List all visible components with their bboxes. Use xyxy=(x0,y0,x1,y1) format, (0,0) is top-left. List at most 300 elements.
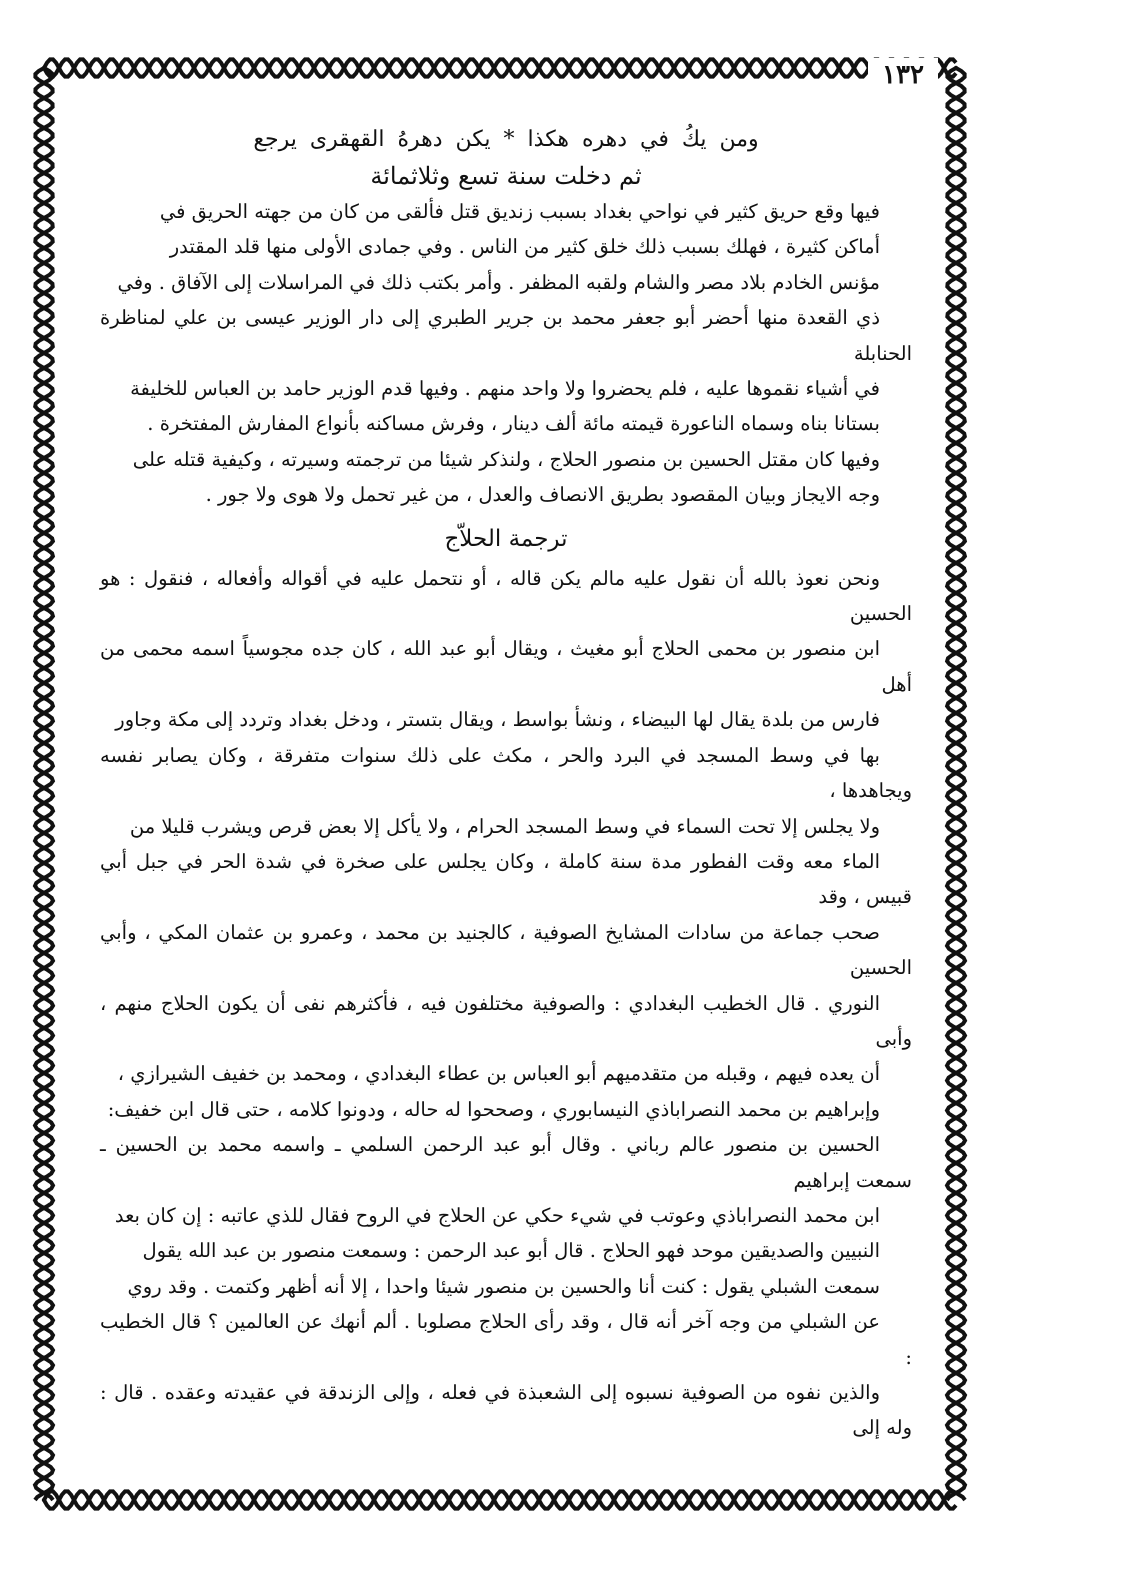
text-line: ابن منصور بن محمى الحلاج أبو مغيث ، ويقال أبو عبد الله ، كان جده مجوسياً اسمه محمى من أهل xyxy=(100,637,912,696)
braid-knot xyxy=(42,246,46,250)
braid-knot xyxy=(42,66,46,70)
braid-knot xyxy=(42,606,46,610)
braid-knot xyxy=(954,561,958,565)
braid-knot xyxy=(42,1498,46,1502)
braid-knot xyxy=(492,1498,496,1502)
braid-knot xyxy=(387,66,391,70)
braid-knot xyxy=(807,1498,811,1502)
braid-knot xyxy=(42,546,46,550)
braid-knot xyxy=(954,1341,958,1345)
braid-knot xyxy=(954,741,958,745)
braid-knot xyxy=(42,1101,46,1105)
year-heading: ثم دخلت سنة تسع وثلاثمائة xyxy=(370,162,642,190)
braid-knot xyxy=(42,1491,46,1495)
braid-knot xyxy=(954,396,958,400)
text-line: في أشياء نقموها عليه ، فلم يحضروا ولا واحد منهم . وفيها قدم الوزير حامد بن العباس للخليفة xyxy=(130,377,880,401)
braid-knot xyxy=(954,771,958,775)
paragraph-biography xyxy=(100,561,912,1446)
braid-knot xyxy=(42,981,46,985)
braid-knot xyxy=(507,66,511,70)
braid-knot xyxy=(42,231,46,235)
braid-knot xyxy=(432,1498,436,1502)
braid-knot xyxy=(954,276,958,280)
braid-knot xyxy=(162,66,166,70)
braid-knot xyxy=(942,66,946,70)
braid-knot xyxy=(597,1498,601,1502)
braid-knot xyxy=(954,861,958,865)
braid-knot xyxy=(462,1498,466,1502)
text-line: ولا يجلس إلا تحت السماء في وسط المسجد الحرام ، ولا يأكل إلا بعض قرص ويشرب قليلا من xyxy=(129,814,880,838)
text-line: وجه الايجاز وبيان المقصود بطريق الانصاف والعدل ، من غير تحمل ولا هوى ولا جور . xyxy=(205,483,880,507)
text-line: وإبراهيم بن محمد النصراباذي النيسابوري ، وصححوا له حاله ، ودونوا كلامه ، حتى قال ابن خفيف: xyxy=(107,1097,880,1121)
text-line: النوري . قال الخطيب البغدادي : والصوفية مختلفون فيه ، فأكثرهم نفى أن يكون الحلاج منهم ، وأبى xyxy=(100,991,912,1050)
braid-knot xyxy=(42,531,46,535)
braid-knot xyxy=(537,66,541,70)
page-number: ١٣٢ xyxy=(868,58,938,92)
text-line: ذي القعدة منها أحضر أبو جعفر محمد بن جرير الطبري إلى دار الوزير عيسى بن علي لمناظرة الحنابلة xyxy=(100,306,912,365)
braid-knot xyxy=(42,666,46,670)
braid-knot xyxy=(552,66,556,70)
braid-knot xyxy=(954,201,958,205)
braid-knot xyxy=(132,66,136,70)
braid-knot xyxy=(954,291,958,295)
text-line: ابن محمد النصراباذي وعوتب في شيء حكي عن الحلاج في الروح فقال للذي عاتبه : إن كان بعد xyxy=(114,1203,880,1227)
braid-knot xyxy=(954,1236,958,1240)
text-line: أن يعده فيهم ، وقبله من متقدميهم أبو العباس بن عطاء البغدادي ، ومحمد بن خفيف الشيرازي ، xyxy=(117,1062,880,1086)
braid-knot xyxy=(717,66,721,70)
braid-knot xyxy=(42,1191,46,1195)
braid-knot xyxy=(954,351,958,355)
braid-knot xyxy=(87,1498,91,1502)
braid-knot xyxy=(954,96,958,100)
braid-knot xyxy=(954,1296,958,1300)
braid-knot xyxy=(42,936,46,940)
braid-knot xyxy=(102,66,106,70)
braid-knot xyxy=(954,471,958,475)
braid-knot xyxy=(477,66,481,70)
braid-knot xyxy=(372,1498,376,1502)
text-line: عن الشبلي من وجه آخر أنه قال ، وقد رأى الحلاج مصلوبا . ألم أنهك عن العالمين ؟ قال الخطيب : xyxy=(100,1310,912,1369)
braid-knot xyxy=(42,1371,46,1375)
braid-knot xyxy=(627,66,631,70)
braid-knot xyxy=(954,1266,958,1270)
braid-knot xyxy=(42,411,46,415)
page-body xyxy=(100,122,912,1446)
braid-knot xyxy=(192,1498,196,1502)
braid-knot xyxy=(852,66,856,70)
text-line: وفيها كان مقتل الحسين بن منصور الحلاج ، ولنذكر شيئا من ترجمته وسيرته ، وكيفية قتله على xyxy=(132,447,880,471)
braid-knot xyxy=(954,1041,958,1045)
braid-knot xyxy=(42,996,46,1000)
braid-knot xyxy=(237,1498,241,1502)
braid-knot xyxy=(954,1011,958,1015)
braid-knot xyxy=(672,1498,676,1502)
braid-knot xyxy=(954,1146,958,1150)
braid-knot xyxy=(822,66,826,70)
braid-knot xyxy=(747,1498,751,1502)
braid-knot xyxy=(432,66,436,70)
text-line: والذين نفوه من الصوفية نسبوه إلى الشعبذة في فعله ، وإلى الزندقة في عقيدته وعقده . قال : وله إلى xyxy=(100,1381,912,1440)
braid-knot xyxy=(897,1498,901,1502)
braid-knot xyxy=(612,1498,616,1502)
braid-knot xyxy=(102,1498,106,1502)
braid-knot xyxy=(954,531,958,535)
braid-knot xyxy=(207,1498,211,1502)
braid-knot xyxy=(177,1498,181,1502)
braid-knot xyxy=(954,906,958,910)
braid-knot xyxy=(954,66,958,70)
braid-knot xyxy=(954,966,958,970)
braid-knot xyxy=(597,66,601,70)
braid-knot xyxy=(42,1176,46,1180)
braid-knot xyxy=(792,66,796,70)
braid-knot xyxy=(954,681,958,685)
braid-knot xyxy=(954,606,958,610)
braid-knot xyxy=(954,1476,958,1480)
braid-knot xyxy=(954,441,958,445)
braid-knot xyxy=(954,1101,958,1105)
braid-knot xyxy=(42,696,46,700)
braid-knot xyxy=(954,801,958,805)
braid-knot xyxy=(954,831,958,835)
braid-knot xyxy=(954,951,958,955)
braid-knot xyxy=(954,1281,958,1285)
braid-knot xyxy=(954,651,958,655)
braid-knot xyxy=(672,66,676,70)
braid-knot xyxy=(42,261,46,265)
braid-knot xyxy=(42,1401,46,1405)
braid-knot xyxy=(777,66,781,70)
braid-knot xyxy=(42,96,46,100)
braid-knot xyxy=(42,1221,46,1225)
braid-knot xyxy=(42,1026,46,1030)
braid-knot xyxy=(954,141,958,145)
braid-knot xyxy=(42,561,46,565)
braid-knot xyxy=(954,1416,958,1420)
braid-knot xyxy=(42,141,46,145)
braid-knot xyxy=(42,441,46,445)
braid-knot xyxy=(954,171,958,175)
text-line: مؤنس الخادم بلاد مصر والشام ولقبه المظفر . وأمر بكتب ذلك في المراسلات إلى الآفاق . وفي xyxy=(117,270,880,294)
braid-knot xyxy=(954,636,958,640)
braid-knot xyxy=(954,336,958,340)
braid-knot xyxy=(717,1498,721,1502)
braid-knot xyxy=(954,1131,958,1135)
braid-knot xyxy=(42,1146,46,1150)
braid-knot xyxy=(954,1311,958,1315)
braid-knot xyxy=(642,66,646,70)
braid-knot xyxy=(42,1236,46,1240)
braid-knot xyxy=(954,1026,958,1030)
braid-knot xyxy=(954,621,958,625)
braid-knot xyxy=(42,1296,46,1300)
braid-knot xyxy=(42,1341,46,1345)
braid-knot xyxy=(837,66,841,70)
braid-knot xyxy=(192,66,196,70)
braid-knot xyxy=(954,876,958,880)
braid-knot xyxy=(57,66,61,70)
braid-knot xyxy=(42,1056,46,1060)
braid-knot xyxy=(732,1498,736,1502)
braid-knot xyxy=(822,1498,826,1502)
braid-knot xyxy=(954,516,958,520)
braid-knot xyxy=(954,996,958,1000)
text-line: فارس من بلدة يقال لها البيضاء ، ونشأ بواسط ، ويقال بتستر ، ودخل بغداد وتردد إلى مكة وجاور xyxy=(115,708,880,732)
braid-knot xyxy=(312,1498,316,1502)
braid-knot xyxy=(297,1498,301,1502)
braid-knot xyxy=(42,396,46,400)
braid-knot xyxy=(747,66,751,70)
braid-knot xyxy=(42,216,46,220)
text-line: صحب جماعة من سادات المشايخ الصوفية ، كالجنيد بن محمد ، وعمرو بن عثمان المكي ، وأبي الحسين xyxy=(100,920,912,980)
braid-knot xyxy=(522,66,526,70)
braid-knot xyxy=(954,1221,958,1225)
braid-knot xyxy=(42,156,46,160)
braid-knot xyxy=(954,381,958,385)
braid-knot xyxy=(342,1498,346,1502)
braid-knot xyxy=(222,1498,226,1502)
braid-knot xyxy=(42,171,46,175)
braid-knot xyxy=(954,981,958,985)
braid-knot xyxy=(42,891,46,895)
braid-knot xyxy=(954,756,958,760)
text-line: ونحن نعوذ بالله أن نقول عليه مالم يكن قاله ، أو نتحمل عليه في أقواله وأفعاله ، فنقول : هو الحسين xyxy=(100,566,912,626)
braid-knot xyxy=(954,666,958,670)
braid-knot xyxy=(297,66,301,70)
braid-knot xyxy=(954,576,958,580)
braid-knot xyxy=(42,1116,46,1120)
braid-knot xyxy=(42,906,46,910)
braid-knot xyxy=(642,1498,646,1502)
braid-knot xyxy=(42,381,46,385)
braid-knot xyxy=(342,66,346,70)
braid-knot xyxy=(42,801,46,805)
braid-knot xyxy=(954,411,958,415)
braid-knot xyxy=(42,786,46,790)
braid-knot xyxy=(762,66,766,70)
text-line: سمعت الشبلي يقول : كنت أنا والحسين بن منصور شيئا واحدا ، إلا أنه أظهر وكتمت . وقد روي xyxy=(127,1274,880,1298)
braid-knot xyxy=(42,876,46,880)
braid-knot xyxy=(852,1498,856,1502)
braid-knot xyxy=(954,546,958,550)
braid-knot xyxy=(42,126,46,130)
braid-knot xyxy=(612,66,616,70)
text-line: بستانا بناه وسماه الناعورة قيمته مائة ألف دينار ، وفرش مساكنه بأنواع المفارش المفتخرة . xyxy=(147,412,880,436)
braid-knot xyxy=(42,366,46,370)
braid-knot xyxy=(954,591,958,595)
braid-knot xyxy=(252,66,256,70)
braid-knot xyxy=(954,1491,958,1495)
braid-knot xyxy=(42,1461,46,1465)
braid-knot xyxy=(402,66,406,70)
braid-knot xyxy=(954,486,958,490)
braid-knot xyxy=(954,1326,958,1330)
braid-knot xyxy=(387,1498,391,1502)
braid-knot xyxy=(42,576,46,580)
braid-knot xyxy=(954,1461,958,1465)
braid-knot xyxy=(42,636,46,640)
braid-knot xyxy=(42,816,46,820)
braid-knot xyxy=(42,1266,46,1270)
braid-knot xyxy=(327,1498,331,1502)
braid-knot xyxy=(372,66,376,70)
braid-knot xyxy=(954,1191,958,1195)
braid-knot xyxy=(282,1498,286,1502)
braid-knot xyxy=(954,111,958,115)
braid-knot xyxy=(807,66,811,70)
braid-knot xyxy=(954,1386,958,1390)
braid-knot xyxy=(177,66,181,70)
braid-knot xyxy=(954,696,958,700)
braid-knot xyxy=(267,66,271,70)
braid-knot xyxy=(267,1498,271,1502)
braid-knot xyxy=(42,831,46,835)
braid-knot xyxy=(954,1431,958,1435)
braid-knot xyxy=(954,786,958,790)
braid-knot xyxy=(42,1476,46,1480)
braid-knot xyxy=(42,486,46,490)
braid-knot xyxy=(954,456,958,460)
braid-knot xyxy=(42,351,46,355)
braid-knot xyxy=(42,951,46,955)
braid-knot xyxy=(402,1498,406,1502)
braid-knot xyxy=(162,1498,166,1502)
braid-knot xyxy=(792,1498,796,1502)
braid-knot xyxy=(954,186,958,190)
braid-knot xyxy=(42,291,46,295)
braid-knot xyxy=(954,1161,958,1165)
braid-knot xyxy=(87,66,91,70)
braid-knot xyxy=(954,366,958,370)
braid-knot xyxy=(42,621,46,625)
braid-knot xyxy=(417,1498,421,1502)
braid-knot xyxy=(657,1498,661,1502)
braid-knot xyxy=(777,1498,781,1502)
braid-knot xyxy=(882,1498,886,1502)
braid-knot xyxy=(42,1206,46,1210)
braid-knot xyxy=(522,1498,526,1502)
paragraph-hallaj-intro xyxy=(100,442,912,513)
braid-knot xyxy=(954,1251,958,1255)
braid-knot xyxy=(327,66,331,70)
braid-knot xyxy=(954,426,958,430)
braid-knot xyxy=(687,66,691,70)
braid-knot xyxy=(954,711,958,715)
braid-knot xyxy=(132,1498,136,1502)
braid-knot xyxy=(42,186,46,190)
braid-knot xyxy=(657,66,661,70)
braid-knot xyxy=(42,651,46,655)
braid-knot xyxy=(954,261,958,265)
text-line: الحسين بن منصور عالم رباني . وقال أبو عبد الرحمن السلمي ـ واسمه محمد بن الحسين ـ سمعت إبراهيم xyxy=(100,1133,912,1192)
braid-knot xyxy=(312,66,316,70)
braid-knot xyxy=(762,1498,766,1502)
braid-knot xyxy=(147,1498,151,1502)
text-line: بها في وسط المسجد في البرد والحر ، مكث على ذلك سنوات متفرقة ، وكان يصابر نفسه ويجاهدها ، xyxy=(100,743,912,803)
braid-knot xyxy=(42,516,46,520)
text-line: النبيين والصديقين موحد فهو الحلاج . قال أبو عبد الرحمن : وسمعت منصور بن عبد الله يقول xyxy=(142,1239,880,1263)
braid-knot xyxy=(954,1356,958,1360)
braid-knot xyxy=(927,1498,931,1502)
braid-knot xyxy=(867,1498,871,1502)
braid-knot xyxy=(42,1326,46,1330)
braid-knot xyxy=(42,1086,46,1090)
braid-knot xyxy=(42,711,46,715)
braid-knot xyxy=(954,1086,958,1090)
braid-knot xyxy=(42,1011,46,1015)
braid-knot xyxy=(702,1498,706,1502)
braid-knot xyxy=(954,1206,958,1210)
braid-knot xyxy=(42,471,46,475)
braid-knot xyxy=(942,1498,946,1502)
braid-knot xyxy=(42,336,46,340)
braid-knot xyxy=(582,1498,586,1502)
braid-knot xyxy=(42,1161,46,1165)
braid-knot xyxy=(252,1498,256,1502)
braid-knot xyxy=(42,501,46,505)
braid-knot xyxy=(537,1498,541,1502)
braid-knot xyxy=(42,726,46,730)
braid-knot xyxy=(954,1116,958,1120)
braid-knot xyxy=(42,1356,46,1360)
braid-knot xyxy=(954,936,958,940)
braid-knot xyxy=(237,66,241,70)
braid-knot xyxy=(954,891,958,895)
braid-knot xyxy=(552,1498,556,1502)
paragraph-events xyxy=(100,194,912,442)
braid-knot xyxy=(954,1071,958,1075)
braid-knot xyxy=(702,66,706,70)
braid-knot xyxy=(147,66,151,70)
braid-knot xyxy=(507,1498,511,1502)
braid-knot xyxy=(567,1498,571,1502)
braid-knot xyxy=(447,1498,451,1502)
braid-knot xyxy=(627,1498,631,1502)
braid-knot xyxy=(42,321,46,325)
verse: ومن يكُ في دهره هكذا * يكن دهرهُ القهقرى يرجع xyxy=(253,127,759,152)
braid-knot xyxy=(42,1041,46,1045)
braid-knot xyxy=(447,66,451,70)
braid-knot xyxy=(954,231,958,235)
braid-knot xyxy=(477,1498,481,1502)
braid-knot xyxy=(42,1071,46,1075)
braid-knot xyxy=(42,306,46,310)
braid-knot xyxy=(42,1251,46,1255)
braid-knot xyxy=(42,1386,46,1390)
braid-knot xyxy=(954,1371,958,1375)
braid-knot xyxy=(72,66,76,70)
braid-knot xyxy=(732,66,736,70)
text-line: الماء معه وقت الفطور مدة سنة كاملة ، وكان يجلس على صخرة في شدة الحر في جبل أبي قبيس ، وقد xyxy=(100,849,912,909)
braid-knot xyxy=(954,321,958,325)
braid-knot xyxy=(357,1498,361,1502)
braid-knot xyxy=(42,426,46,430)
braid-knot xyxy=(222,66,226,70)
braid-knot xyxy=(954,846,958,850)
braid-knot xyxy=(492,66,496,70)
section-title: ترجمة الحلاّج xyxy=(444,525,568,552)
braid-knot xyxy=(954,126,958,130)
braid-knot xyxy=(42,591,46,595)
braid-knot xyxy=(954,306,958,310)
braid-knot xyxy=(954,156,958,160)
braid-knot xyxy=(72,1498,76,1502)
braid-knot xyxy=(117,1498,121,1502)
braid-knot xyxy=(42,201,46,205)
text-line: فيها وقع حريق كثير في نواحي بغداد بسبب زنديق قتل فألقى من كان من جهته الحريق في xyxy=(159,200,880,223)
braid-knot xyxy=(207,66,211,70)
braid-knot xyxy=(954,246,958,250)
